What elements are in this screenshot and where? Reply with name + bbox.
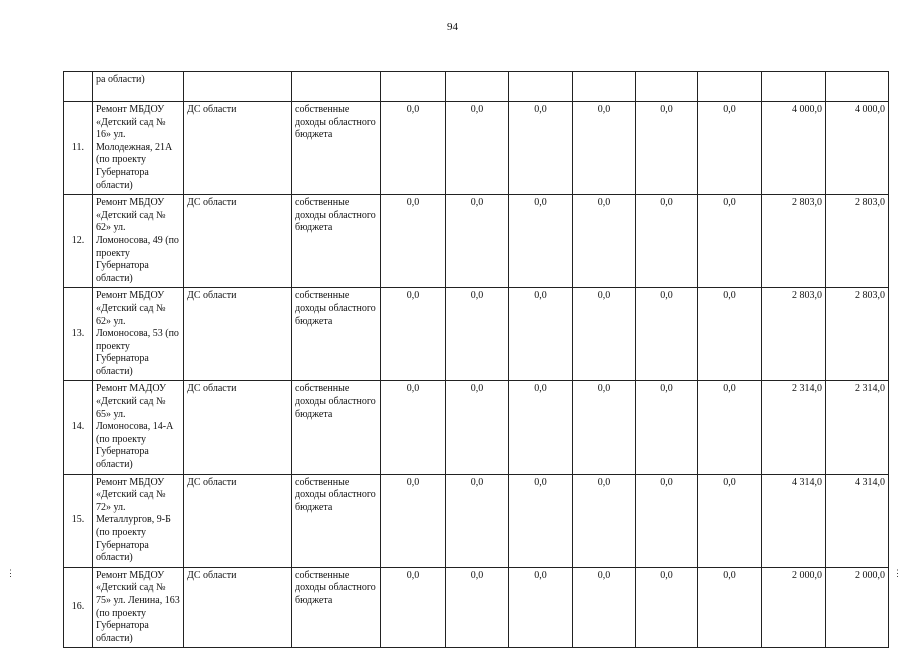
table-row [64, 381, 889, 474]
executor-cell: ДС области [184, 195, 292, 288]
object-name-cell: Ремонт МАДОУ «Детский сад № 65» ул. Ломоносова, 14-А (по проекту Губернатора области) [93, 381, 184, 474]
table-row [64, 102, 889, 195]
amount-cell: 2 314,0 [826, 381, 889, 474]
amount-cell: 0,0 [573, 102, 636, 195]
funding-source-cell: собственные доходы областного бюджета [292, 195, 381, 288]
page-number: 94 [447, 21, 458, 33]
amount-cell: 0,0 [698, 102, 762, 195]
object-name-cell: Ремонт МБДОУ «Детский сад № 16» ул. Молодежная, 21А (по проекту Губернатора области) [93, 102, 184, 195]
amount-cell: 0,0 [381, 567, 446, 648]
funding-source-cell: собственные доходы областного бюджета [292, 567, 381, 648]
amount-cell: 0,0 [381, 474, 446, 567]
row-number-cell: 14. [64, 381, 93, 474]
amount-cell: 0,0 [509, 102, 573, 195]
executor-cell: ДС области [184, 474, 292, 567]
amount-cell: 0,0 [573, 288, 636, 381]
row-number-cell: 11. [64, 102, 93, 195]
amount-cell: 0,0 [381, 288, 446, 381]
amount-cell: 0,0 [636, 567, 698, 648]
amount-cell: 2 803,0 [762, 195, 826, 288]
amount-cell: 0,0 [573, 474, 636, 567]
amount-cell: 2 000,0 [762, 567, 826, 648]
empty-cell [381, 72, 446, 102]
table-row [64, 288, 889, 381]
amount-cell: 0,0 [446, 381, 509, 474]
amount-cell: 0,0 [446, 102, 509, 195]
amount-cell: 0,0 [698, 381, 762, 474]
amount-cell: 4 000,0 [762, 102, 826, 195]
row-number-cell [64, 72, 93, 102]
amount-cell: 0,0 [636, 288, 698, 381]
object-name-cell: Ремонт МБДОУ «Детский сад № 62» ул. Ломоносова, 53 (по проекту Губернатора области) [93, 288, 184, 381]
amount-cell: 2 000,0 [826, 567, 889, 648]
executor-cell: ДС области [184, 381, 292, 474]
amount-cell: 0,0 [636, 381, 698, 474]
funding-source-cell: собственные доходы областного бюджета [292, 381, 381, 474]
empty-cell [184, 72, 292, 102]
amount-cell: 4 000,0 [826, 102, 889, 195]
amount-cell: 0,0 [636, 195, 698, 288]
continuation-row [64, 72, 889, 102]
continuation-cell: ра области) [93, 72, 184, 102]
amount-cell: 2 803,0 [762, 288, 826, 381]
object-name-cell: Ремонт МБДОУ «Детский сад № 75» ул. Ленина, 163 (по проекту Губернатора области) [93, 567, 184, 648]
row-number-cell: 13. [64, 288, 93, 381]
amount-cell: 0,0 [381, 102, 446, 195]
empty-cell [826, 72, 889, 102]
amount-cell: 0,0 [636, 474, 698, 567]
amount-cell: 0,0 [509, 195, 573, 288]
table-row [64, 474, 889, 567]
funding-source-cell: собственные доходы областного бюджета [292, 288, 381, 381]
empty-cell [292, 72, 381, 102]
funding-source-cell: собственные доходы областного бюджета [292, 102, 381, 195]
amount-cell: 2 803,0 [826, 195, 889, 288]
amount-cell: 0,0 [698, 195, 762, 288]
amount-cell: 0,0 [509, 474, 573, 567]
object-name-cell: Ремонт МБДОУ «Детский сад № 72» ул. Металлургов, 9-Б (по проекту Губернатора области) [93, 474, 184, 567]
amount-cell: 0,0 [446, 567, 509, 648]
empty-cell [446, 72, 509, 102]
executor-cell: ДС области [184, 288, 292, 381]
object-name-cell: Ремонт МБДОУ «Детский сад № 62» ул. Ломоносова, 49 (по проекту Губернатора области) [93, 195, 184, 288]
table-row [64, 195, 889, 288]
amount-cell: 2 314,0 [762, 381, 826, 474]
executor-cell: ДС области [184, 567, 292, 648]
amount-cell: 0,0 [446, 474, 509, 567]
amount-cell: 0,0 [573, 567, 636, 648]
funding-source-cell: собственные доходы областного бюджета [292, 474, 381, 567]
amount-cell: 0,0 [446, 288, 509, 381]
amount-cell: 0,0 [636, 102, 698, 195]
amount-cell: 0,0 [698, 288, 762, 381]
row-number-cell: 15. [64, 474, 93, 567]
table-row [64, 567, 889, 648]
amount-cell: 0,0 [509, 567, 573, 648]
empty-cell [573, 72, 636, 102]
row-number-cell: 12. [64, 195, 93, 288]
budget-table [63, 71, 889, 648]
amount-cell: 0,0 [573, 381, 636, 474]
scan-edge-mark-left: ⋮ [6, 568, 16, 578]
empty-cell [509, 72, 573, 102]
amount-cell: 0,0 [381, 381, 446, 474]
amount-cell: 4 314,0 [826, 474, 889, 567]
executor-cell: ДС области [184, 102, 292, 195]
empty-cell [698, 72, 762, 102]
amount-cell: 0,0 [509, 381, 573, 474]
amount-cell: 0,0 [698, 474, 762, 567]
empty-cell [762, 72, 826, 102]
amount-cell: 0,0 [698, 567, 762, 648]
scan-edge-mark-right: ⋮ [893, 568, 903, 578]
amount-cell: 0,0 [381, 195, 446, 288]
amount-cell: 4 314,0 [762, 474, 826, 567]
amount-cell: 0,0 [509, 288, 573, 381]
amount-cell: 0,0 [573, 195, 636, 288]
amount-cell: 0,0 [446, 195, 509, 288]
empty-cell [636, 72, 698, 102]
amount-cell: 2 803,0 [826, 288, 889, 381]
row-number-cell: 16. [64, 567, 93, 648]
